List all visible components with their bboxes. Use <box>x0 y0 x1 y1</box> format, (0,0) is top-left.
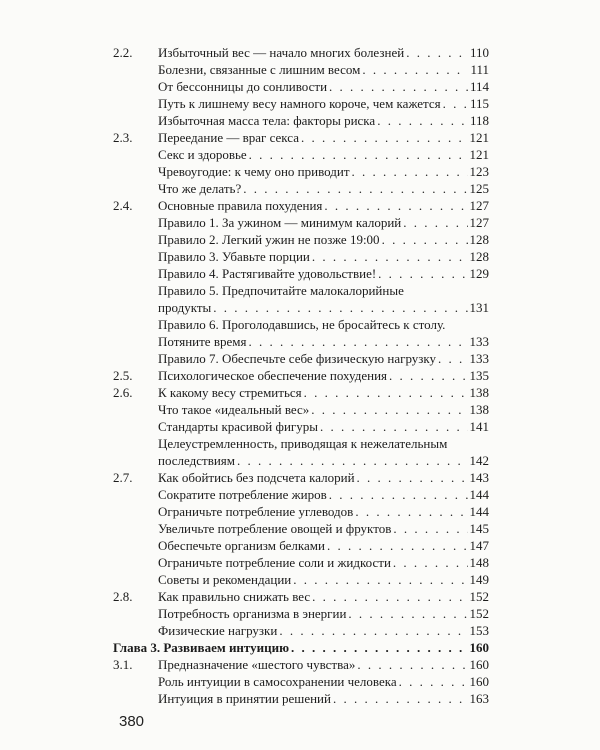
entry-title: Что же делать? <box>158 181 242 196</box>
dot-leader <box>403 214 467 231</box>
toc-entry <box>113 231 489 248</box>
entry-title: Стандарты красивой фигуры <box>158 419 318 434</box>
dot-leader <box>324 197 467 214</box>
toc-entry <box>113 622 489 639</box>
page-ref: 127 <box>469 198 489 213</box>
page-ref: 114 <box>469 79 489 94</box>
toc-entry <box>113 180 489 197</box>
page-ref: 121 <box>469 130 489 145</box>
toc-entry <box>113 554 489 571</box>
entry-title: Ограничьте потребление соли и жидкости <box>158 555 391 570</box>
dot-leader <box>329 486 468 503</box>
toc-entry <box>113 214 489 231</box>
toc-entry <box>113 265 489 282</box>
dot-leader <box>389 367 467 384</box>
page-ref: 135 <box>469 368 489 383</box>
dot-leader <box>443 95 468 112</box>
toc-entry <box>113 588 489 605</box>
toc-entry <box>113 163 489 180</box>
entry-title: Увеличьте потребление овощей и фруктов <box>158 521 392 536</box>
page-ref: 163 <box>469 691 489 706</box>
toc-entry <box>113 197 489 214</box>
toc-entry <box>113 520 489 537</box>
page-ref: 133 <box>469 351 489 366</box>
page-ref: 147 <box>469 538 489 553</box>
toc-entry <box>113 401 489 418</box>
entry-title: последствиям <box>158 453 236 468</box>
page-ref: 145 <box>469 521 489 536</box>
page-number: 380 <box>119 713 145 730</box>
entry-title: Физические нагрузки <box>158 623 278 638</box>
entry-title: Советы и рекомендации <box>158 572 292 587</box>
entry-title: Основные правила похудения <box>158 198 323 213</box>
toc-entry <box>113 537 489 554</box>
toc-entry <box>113 350 489 367</box>
dot-leader <box>333 690 468 707</box>
page-ref: 133 <box>469 334 489 349</box>
page-ref: 123 <box>469 164 489 179</box>
page-ref: 141 <box>469 419 489 434</box>
entry-title: Правило 2. Легкий ужин не позже 19:00 <box>158 232 380 247</box>
page-ref: 153 <box>469 623 489 638</box>
dot-leader <box>357 469 468 486</box>
entry-title: Избыточная масса тела: факторы риска <box>158 113 376 128</box>
entry-title-line1: Правило 5. Предпочитайте малокалорийные <box>158 283 404 298</box>
dot-leader <box>249 146 468 163</box>
toc-entry <box>113 44 489 61</box>
entry-title: Обеспечьте организм белками <box>158 538 325 553</box>
page-ref: 160 <box>469 657 489 672</box>
dot-leader <box>355 503 467 520</box>
entry-title: Правило 1. За ужином — минимум калорий <box>158 215 402 230</box>
toc-entry <box>113 112 489 129</box>
entry-title: Переедание — враг секса <box>158 130 299 145</box>
dot-leader <box>399 673 468 690</box>
section-number: 2.3. <box>113 130 133 145</box>
page-ref: 111 <box>470 62 489 77</box>
entry-title: Ограничьте потребление углеводов <box>158 504 354 519</box>
page-ref: 110 <box>469 45 489 60</box>
dot-leader <box>243 180 467 197</box>
toc-entry <box>113 435 489 469</box>
page-ref: 118 <box>469 113 489 128</box>
section-number: 2.6. <box>113 385 133 400</box>
dot-leader <box>301 129 468 146</box>
toc-entry <box>113 95 489 112</box>
dot-leader <box>248 333 467 350</box>
dot-leader <box>293 571 467 588</box>
dot-leader <box>406 44 468 61</box>
page-ref: 152 <box>469 606 489 621</box>
dot-leader <box>378 265 467 282</box>
page-ref: 152 <box>469 589 489 604</box>
toc-entry <box>113 418 489 435</box>
dot-leader <box>352 163 468 180</box>
toc-entry <box>113 367 489 384</box>
toc-entry <box>113 656 489 673</box>
dot-leader <box>213 299 467 316</box>
dot-leader <box>357 656 467 673</box>
dot-leader <box>304 384 468 401</box>
page-ref: 144 <box>469 487 489 502</box>
page-ref: 144 <box>469 504 489 519</box>
entry-title: Избыточный вес — начало многих болезней <box>158 45 405 60</box>
dot-leader <box>393 554 468 571</box>
dot-leader <box>377 112 468 129</box>
entry-title: продукты <box>158 300 212 315</box>
toc-entry <box>113 605 489 622</box>
dot-leader <box>312 248 468 265</box>
toc-entry <box>113 316 489 350</box>
page-ref: 128 <box>469 232 489 247</box>
page-ref: 160 <box>469 640 489 655</box>
page-ref: 121 <box>469 147 489 162</box>
toc-entry <box>113 690 489 707</box>
page-ref: 160 <box>469 674 489 689</box>
page-ref: 127 <box>469 215 489 230</box>
toc-entry <box>113 61 489 78</box>
dot-leader <box>327 537 468 554</box>
page-ref: 149 <box>469 572 489 587</box>
toc-entry <box>113 469 489 486</box>
section-number: 2.8. <box>113 589 133 604</box>
entry-title-line1: Целеустремленность, приводящая к нежелательным <box>158 436 448 451</box>
entry-title: Потребность организма в энергии <box>158 606 347 621</box>
dot-leader <box>382 231 468 248</box>
page-ref: 128 <box>469 249 489 264</box>
entry-title: Потяните время <box>158 334 247 349</box>
dot-leader <box>320 418 468 435</box>
entry-title: Правило 3. Убавьте порции <box>158 249 310 264</box>
entry-title: Глава 3. Развиваем интуицию <box>113 640 290 655</box>
entry-title: Правило 4. Растягивайте удовольствие! <box>158 266 377 281</box>
toc-entry <box>113 78 489 95</box>
page-ref: 129 <box>469 266 489 281</box>
toc-entry <box>113 384 489 401</box>
page-ref: 115 <box>469 96 489 111</box>
toc-entry <box>113 673 489 690</box>
toc-entry <box>113 639 489 656</box>
page-ref: 142 <box>469 453 489 468</box>
entry-title: Секс и здоровье <box>158 147 247 162</box>
toc-entry <box>113 571 489 588</box>
toc-entry <box>113 248 489 265</box>
dot-leader <box>393 520 467 537</box>
toc-entry <box>113 129 489 146</box>
entry-title: Роль интуиции в самосохранении человека <box>158 674 397 689</box>
entry-title: Интуиция в принятии решений <box>158 691 331 706</box>
entry-title: От бессонницы до сонливости <box>158 79 328 94</box>
page-ref: 148 <box>469 555 489 570</box>
section-number: 2.2. <box>113 45 133 60</box>
section-number: 2.7. <box>113 470 133 485</box>
page-ref: 138 <box>469 402 489 417</box>
entry-title: Как правильно снижать вес <box>158 589 311 604</box>
dot-leader <box>362 61 468 78</box>
page-ref: 138 <box>469 385 489 400</box>
page-ref: 131 <box>469 300 489 315</box>
entry-title: Путь к лишнему весу намного короче, чем кажется <box>158 96 441 111</box>
entry-title: Правило 7. Обеспечьте себе физическую нагрузку <box>158 351 437 366</box>
dot-leader <box>291 639 467 656</box>
dot-leader <box>438 350 467 367</box>
page-ref: 143 <box>469 470 489 485</box>
entry-title: Предназначение «шестого чувства» <box>158 657 356 672</box>
entry-title: Что такое «идеальный вес» <box>158 402 310 417</box>
entry-title-line1: Правило 6. Проголодавшись, не бросайтесь к столу. <box>158 317 446 332</box>
page-ref: 125 <box>469 181 489 196</box>
entry-title: Психологическое обеспечение похудения <box>158 368 388 383</box>
dot-leader <box>237 452 467 469</box>
section-number: 2.5. <box>113 368 133 383</box>
section-number: 3.1. <box>113 657 133 672</box>
toc-entry <box>113 503 489 520</box>
entry-title: Сократите потребление жиров <box>158 487 327 502</box>
dot-leader <box>312 588 467 605</box>
entry-title: Как обойтись без подсчета калорий <box>158 470 355 485</box>
entry-title: Болезни, связанные с лишним весом <box>158 62 361 77</box>
dot-leader <box>329 78 468 95</box>
dot-leader <box>311 401 467 418</box>
dot-leader <box>348 605 467 622</box>
table-of-contents <box>113 44 489 707</box>
toc-entry <box>113 486 489 503</box>
entry-title: К какому весу стремиться <box>158 385 302 400</box>
dot-leader <box>279 622 467 639</box>
toc-entry <box>113 282 489 316</box>
toc-entry <box>113 146 489 163</box>
section-number: 2.4. <box>113 198 133 213</box>
entry-title: Чревоугодие: к чему оно приводит <box>158 164 350 179</box>
